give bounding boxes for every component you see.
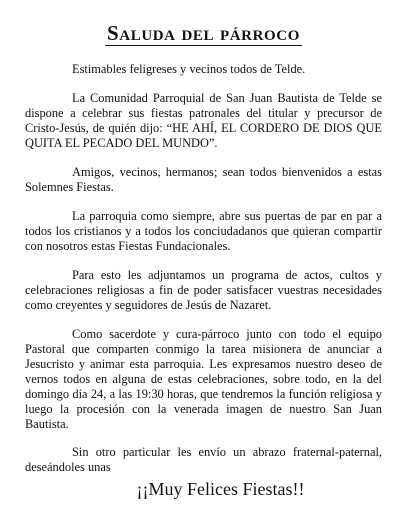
closing-wishes: ¡¡Muy Felices Fiestas!!: [136, 479, 305, 499]
page-title: Saluda del párroco: [107, 21, 300, 45]
paragraph-community: La Comunidad Parroquial de San Juan Bautista de Telde se dispone a celebrar sus fiestas patronales del titular y precursor de Cristo-Jesús, de quién dijo: “HE AHÍ, EL CORDERO DE DIOS QUE QUITA EL PECADO DEL MUNDO”.: [25, 91, 382, 150]
title-container: [25, 22, 382, 46]
paragraph-invitation: Como sacerdote y cura-párroco junto con todo el equipo Pastoral que comparten conmigo la tarea misionera de anunciar a Jesucristo y animar esta parroquia. Les expresamos nuestro deseo de vernos todos en alguna de estas celebraciones, sobre todo, en la del domingo día 24, a las 19:30 horas, que tendremos la función religiosa y luego la procesión con la venerada imagen de nuestro San Juan Bautista.: [25, 327, 382, 431]
paragraph-open-doors: La parroquia como siempre, abre sus puertas de par en par a todos los cristianos y a todos los conciudadanos que quieran compartir con nosotros estas Fiestas Fundacionales.: [25, 209, 382, 253]
paragraph-farewell: Sin otro particular les envío un abrazo fraternal-paternal, deseándoles unas: [25, 445, 382, 474]
paragraph-welcome: Amigos, vecinos, hermanos; sean todos bienvenidos a estas Solemnes Fiestas.: [25, 165, 382, 194]
paragraph-program: Para esto les adjuntamos un programa de actos, cultos y celebraciones religiosas a fin de poder satisfacer vuestras necesidades como creyentes y seguidores de Jesús de Nazaret.: [25, 268, 382, 312]
paragraph-greeting: Estimables feligreses y vecinos todos de Telde.: [72, 62, 306, 76]
